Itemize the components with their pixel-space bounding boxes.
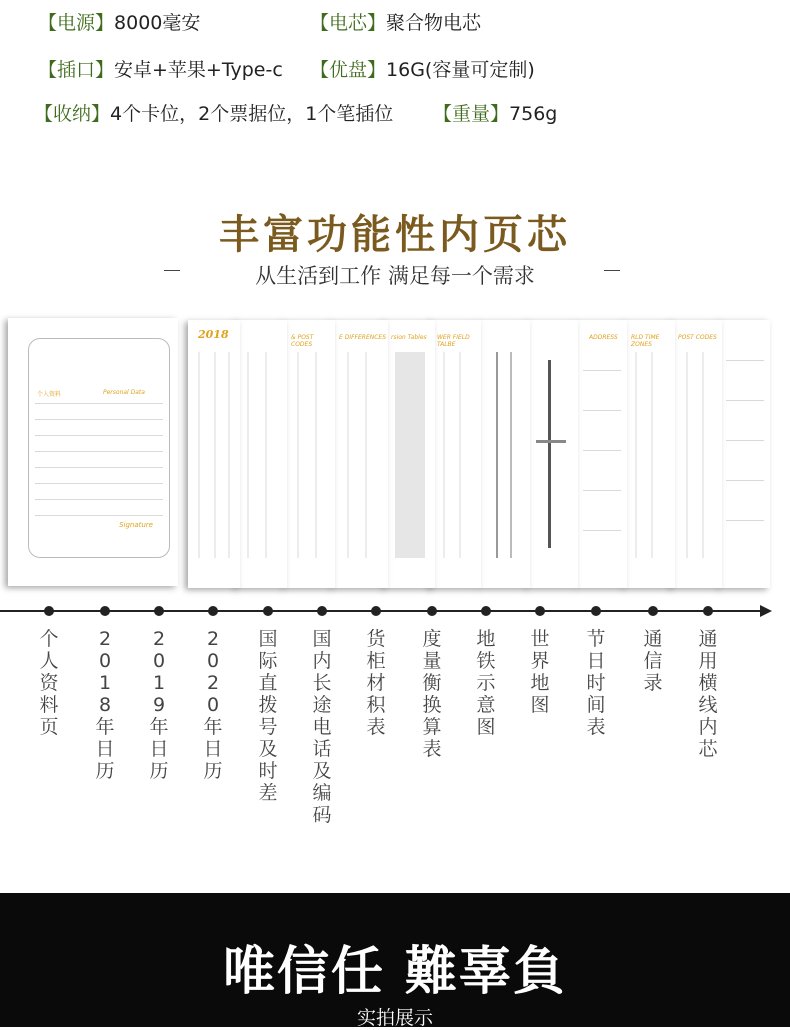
spec-key: 【电源】 [38, 12, 115, 34]
timeline-label-personal: 个人资料页 [39, 628, 59, 738]
inner-pages-preview [0, 316, 790, 591]
timeline-dot [648, 606, 658, 616]
timeline-dot [535, 606, 545, 616]
page-header: RLD TIME ZONES [631, 334, 660, 348]
timeline-label-2018: 2018年日历 [95, 628, 115, 782]
timeline-dot [100, 606, 110, 616]
timeline-label-container: 货柜材积表 [366, 628, 386, 738]
spec-value: 756g [509, 103, 558, 125]
timeline-dot [208, 606, 218, 616]
timeline-dot [481, 606, 491, 616]
timeline-label-conversion: 度量衡换算表 [422, 628, 442, 760]
page-header: rsion Tables [391, 334, 427, 341]
page-address [577, 320, 627, 588]
spec-storage [34, 102, 393, 126]
spec-cell [310, 11, 481, 35]
timeline-dot [371, 606, 381, 616]
timeline-label-lined: 通用横线内芯 [698, 628, 718, 760]
spec-power [38, 11, 200, 35]
spec-value: 安卓+苹果+Type-c [114, 59, 283, 81]
page-metro [480, 320, 530, 588]
spec-key: 【收纳】 [34, 103, 111, 125]
personal-card [28, 338, 170, 558]
timeline-dot [703, 606, 713, 616]
timeline-label-contacts: 通信录 [643, 628, 663, 694]
spec-weight [433, 102, 557, 126]
page-personal-data [8, 318, 178, 586]
section-subtitle: 从生活到工作 满足每一个需求 [255, 264, 535, 288]
timeline-dot [44, 606, 54, 616]
section-title: 丰富功能性内页芯 [219, 211, 571, 258]
timeline-dot [317, 606, 327, 616]
spec-value: 16G(容量可定制) [386, 59, 535, 81]
page-field-table [431, 320, 481, 588]
page-intl-dialing [237, 320, 287, 588]
signature: Signature [119, 521, 153, 529]
page-conversion [385, 320, 435, 588]
personal-header-en: Personal Data [103, 389, 145, 396]
timeline-label-holidays: 节日时间表 [586, 628, 606, 738]
calendar-year: 2018 [198, 328, 229, 341]
page-header: E DIFFERENCES [339, 334, 387, 341]
page-header: POST CODES [678, 334, 717, 341]
timeline-dot [154, 606, 164, 616]
spec-key: 【优盘】 [310, 59, 387, 81]
timeline-dot [591, 606, 601, 616]
page-domestic-codes [285, 320, 335, 588]
spec-port [38, 58, 283, 82]
timeline-label-world-map: 世界地图 [530, 628, 550, 716]
page-header: WER FIELD TALBE [437, 334, 470, 348]
timeline-label-2020: 2020年日历 [203, 628, 223, 782]
timeline-label-intl-dialing: 国际直拨号及时差 [258, 628, 278, 804]
page-header: & POST CODES [291, 334, 314, 348]
timeline-label-2019: 2019年日历 [149, 628, 169, 782]
spec-value: 4个卡位，2个票据位，1个笔插位 [110, 103, 394, 125]
timeline-label-domestic: 国内长途电话及编码 [312, 628, 332, 826]
subtitle-right-dash [604, 270, 620, 271]
page-header: ADDRESS [589, 334, 618, 341]
page-time-zones [625, 320, 675, 588]
page-calendar [188, 320, 240, 588]
spec-usb [310, 58, 535, 82]
spec-key: 【电芯】 [310, 12, 387, 34]
page-subway-map [528, 320, 578, 588]
timeline-label-subway: 地铁示意图 [476, 628, 496, 738]
page-world-map [720, 320, 770, 588]
spec-key: 【插口】 [38, 59, 115, 81]
timeline-dot [263, 606, 273, 616]
page-container-volume [333, 320, 388, 588]
spec-value: 聚合物电芯 [386, 12, 482, 34]
page-post-codes [672, 320, 722, 588]
timeline-dot [427, 606, 437, 616]
personal-header: 个人资料 [37, 391, 62, 398]
footer-caption: 实拍展示 [356, 1007, 433, 1029]
timeline-arrow-icon [760, 605, 772, 617]
footer-slogan: 唯信任 難辜負 [222, 941, 568, 1002]
spec-key: 【重量】 [433, 103, 510, 125]
spec-value: 8000毫安 [114, 12, 201, 34]
